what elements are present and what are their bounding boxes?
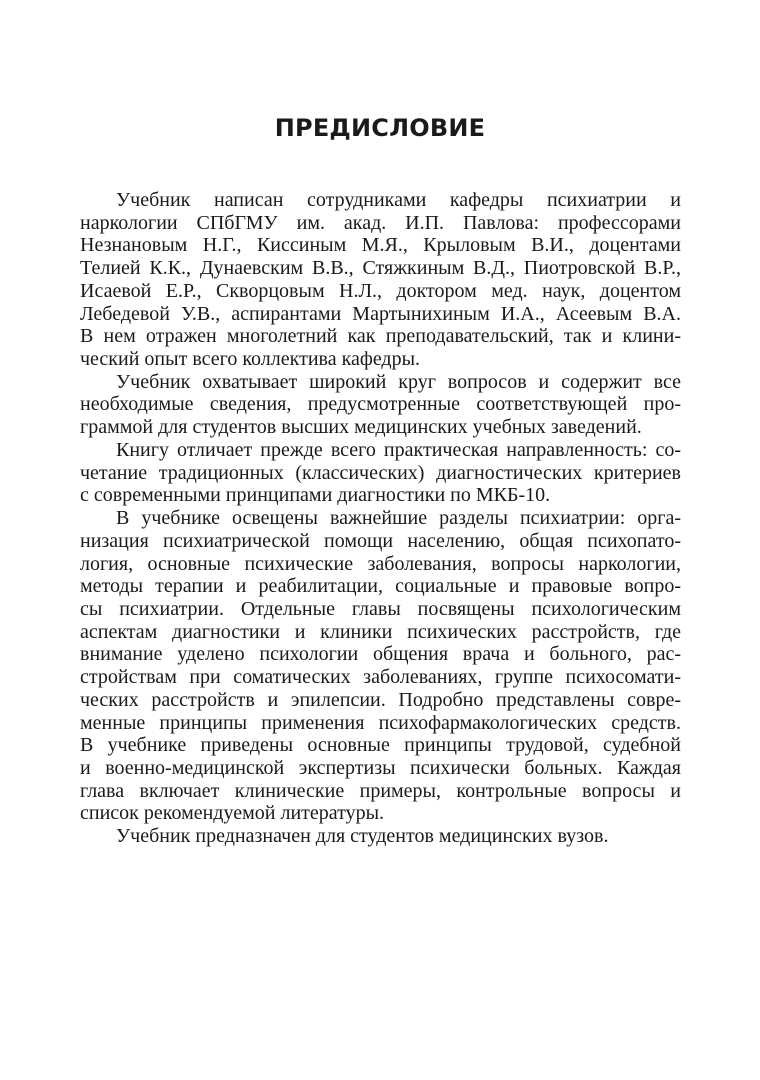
text-line: Исаевой Е.Р., Скворцовым Н.Л., доктором мед. наук, доцентом [80, 279, 681, 302]
text-line: В учебнике приведены основные принципы трудовой, судебной [80, 734, 681, 757]
text-line: глава включает клинические примеры, контрольные вопросы и [80, 779, 681, 802]
text-line: с современными принципами диагностики по МКБ-10. [80, 484, 551, 507]
text-line: В учебнике освещены важнейшие разделы психиатрии: орга- [116, 507, 681, 530]
text-line: Незнановым Н.Г., Киссиным М.Я., Крыловым В.И., доцентами [80, 234, 681, 257]
text-line: четание традиционных (классических) диагностических критериев [80, 461, 681, 484]
text-line: стройствам при соматических заболеваниях, группе психосомати- [80, 666, 681, 689]
text-line: ческих расстройств и эпилепсии. Подробно представлены совре- [80, 688, 681, 711]
text-line: Учебник предназначен для студентов медицинских вузов. [116, 825, 609, 848]
text-line: сы психиатрии. Отдельные главы посвящены психологическим [80, 597, 681, 620]
text-line: менные принципы применения психофармакологических средств. [80, 711, 681, 734]
text-line: методы терапии и реабилитации, социальные и правовые вопро- [80, 575, 681, 598]
page-title: ПРЕДИСЛОВИЕ [274, 114, 486, 142]
preface-body [80, 189, 681, 848]
text-line: В нем отражен многолетний как преподавательский, так и клини- [80, 325, 681, 348]
text-line: список рекомендуемой литературы. [80, 802, 385, 825]
text-line: внимание уделено психологии общения врача и больного, рас- [80, 643, 681, 666]
text-line: логия, основные психические заболевания, вопросы наркологии, [80, 552, 681, 575]
text-line: низация психиатрической помощи населению, общая психопато- [80, 529, 681, 552]
text-line: Телией К.К., Дунаевским В.В., Стяжкиным В.Д., Пиотровской В.Р., [80, 257, 681, 280]
text-line: граммой для студентов высших медицинских учебных заведений. [80, 416, 642, 439]
text-line: Книгу отличает прежде всего практическая направленность: со- [116, 438, 681, 461]
text-line: необходимые сведения, предусмотренные соответствующей про- [80, 393, 681, 416]
text-line: ческий опыт всего коллектива кафедры. [80, 348, 421, 371]
text-line: и военно-медицинской экспертизы психически больных. Каждая [80, 756, 681, 779]
text-line: Учебник охватывает широкий круг вопросов и содержит все [116, 370, 681, 393]
text-line: наркологии СПбГМУ им. акад. И.П. Павлова: профессорами [80, 211, 681, 234]
text-line: аспектам диагностики и клиники психических расстройств, где [80, 620, 681, 643]
text-line: Лебедевой У.В., аспирантами Мартынихиным И.А., Асеевым В.А. [80, 302, 681, 325]
text-line: Учебник написан сотрудниками кафедры психиатрии и [116, 189, 681, 211]
